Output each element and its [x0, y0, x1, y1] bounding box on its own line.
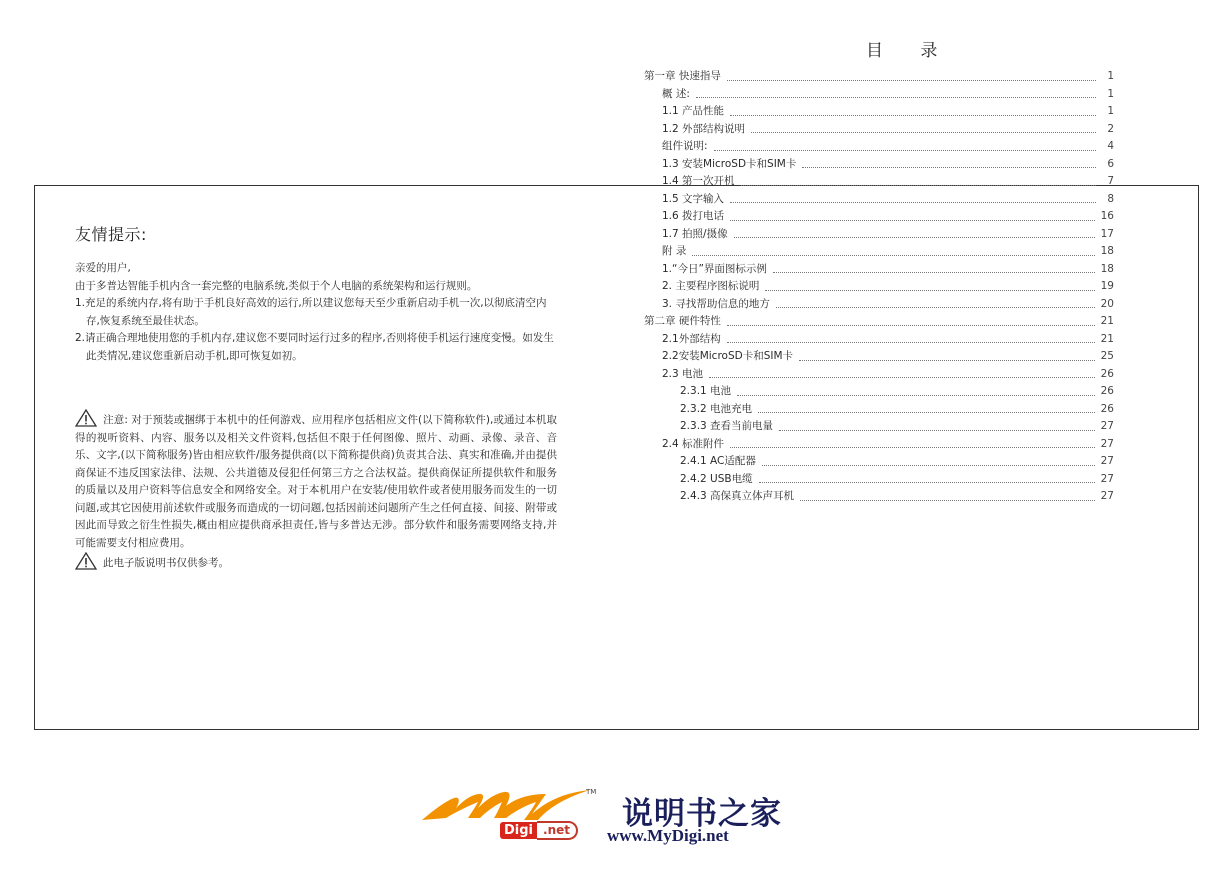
digi-label: Digi	[500, 822, 537, 839]
toc-entry-label: 2.3.3 查看当前电量	[680, 420, 774, 432]
toc-entry-label: 1.4 第一次开机	[662, 175, 735, 187]
toc-entry[interactable]	[644, 418, 1114, 436]
toc-entry-label: 附 录	[662, 245, 687, 257]
toc-entry-page: 27	[1100, 437, 1114, 450]
toc-entry-page: 16	[1100, 210, 1114, 222]
toc-entry-page: 4	[1107, 140, 1114, 152]
toc-entry-page: 26	[1100, 402, 1114, 415]
greeting: 亲爱的用户,	[75, 262, 131, 274]
toc-entry-label: 1.1 产品性能	[662, 105, 725, 117]
toc-entry[interactable]	[644, 103, 1114, 121]
legal-notice-text: 注意: 对于预装或捆绑于本机中的任何游戏、应用程序包括相应文件(以下简称软件),或通过本机取得的视听资料、内容、服务以及相关文件资料,包括但不限于任何图像、照片、动画、录像、录音、音乐、文字,(以下简称服务)皆由相应软件/服务提供商(以下简称提供商)负责其合法、真实和准确,并由提供商保证不违反国家法律、法规、公共道德及侵犯任何第三方之合法权益。提供商保证所提供软件和服务的质量以及用户资料等信息安全和网络安全。对于本机用户在安装/使用软件或者使用服务而发生的一切问题,或其它因使用前述软件或服务而造成的一切问题,包括因前述问题所产生之任何直接、间接、附带或因此而导致之衍生性损失,概由相应提供商承担责任,皆与多普达无涉。部分软件和服务需要网络支持,并可能需要支付相应费用。	[75, 414, 557, 549]
toc-leader-dots	[709, 376, 1095, 378]
toc-entry-page: 26	[1100, 385, 1114, 397]
reference-note: 此电子版说明书仅供参考。	[103, 557, 229, 569]
toc-entry-label: 2.1外部结构	[662, 332, 721, 345]
toc-entry-page: 20	[1100, 297, 1114, 310]
toc-leader-dots	[802, 166, 1096, 168]
toc-leader-dots	[800, 499, 1095, 501]
toc-entry-label: 1.2 外部结构说明	[662, 122, 746, 135]
toc-entry-label: 组件说明:	[662, 140, 708, 152]
tip-1: 1.充足的系统内存,将有助于手机良好高效的运行,所以建议您每天至少重新启动手机一次,以彻底清空内存,恢复系统至最佳状态。	[75, 297, 547, 327]
toc-entry-label: 2.2安装MicroSD卡和SIM卡	[662, 350, 794, 362]
toc-entry[interactable]	[644, 436, 1114, 454]
toc-entry-label: 1.6 拨打电话	[662, 210, 725, 222]
brand-url: www.MyDigi.net	[607, 826, 729, 845]
toc-entry-page: 25	[1100, 350, 1114, 362]
toc-entry-page: 18	[1100, 262, 1114, 275]
toc-entry[interactable]	[644, 261, 1114, 279]
toc-leader-dots	[799, 359, 1095, 361]
notice-title: 友情提示:	[75, 225, 147, 244]
toc-entry-label: 第二章 硬件特性	[644, 315, 721, 327]
toc-entry-page: 7	[1107, 175, 1114, 187]
toc-entry-page: 18	[1100, 245, 1114, 257]
reference-note-line	[75, 552, 557, 573]
intro-text: 由于多普达智能手机内含一套完整的电脑系统,类似于个人电脑的系统架构和运行规则。	[75, 279, 478, 292]
toc-entry[interactable]	[644, 331, 1114, 349]
toc-entry-page: 21	[1100, 315, 1114, 327]
legal-notice-paragraph	[75, 409, 557, 552]
toc-title: 目 录	[866, 41, 954, 61]
my-swoosh-logo	[420, 784, 600, 824]
toc-entry[interactable]	[644, 138, 1114, 156]
toc-entry-label: 2. 主要程序图标说明	[662, 280, 760, 292]
toc-entry[interactable]	[644, 296, 1114, 314]
warning-triangle-icon	[75, 409, 97, 427]
toc-entry-label: 2.4.1 AC适配器	[680, 455, 756, 467]
toc-entry-page: 26	[1100, 367, 1114, 380]
toc-leader-dots	[779, 429, 1095, 431]
toc-entry[interactable]	[644, 453, 1114, 471]
toc-entry-page: 27	[1100, 455, 1114, 467]
mydigi-logo	[420, 784, 810, 850]
toc-leader-dots	[727, 324, 1095, 326]
toc-leader-dots	[758, 411, 1095, 413]
toc-entry[interactable]	[644, 191, 1114, 209]
toc-entry[interactable]	[644, 226, 1114, 244]
toc-entry-page: 8	[1107, 192, 1114, 205]
toc-leader-dots	[762, 464, 1095, 466]
toc-entry-page: 1	[1107, 87, 1114, 100]
toc-leader-dots	[730, 446, 1095, 448]
trademark-mark: TM	[586, 788, 597, 796]
toc-leader-dots	[776, 306, 1095, 308]
warning-triangle-icon	[75, 552, 97, 570]
digi-net-badge	[500, 820, 578, 840]
toc-entry-label: 1.“今日”界面图标示例	[662, 262, 767, 275]
toc-leader-dots	[759, 481, 1095, 483]
net-label: .net	[537, 821, 578, 840]
toc-leader-dots	[727, 341, 1095, 343]
toc-leader-dots	[751, 131, 1096, 133]
toc-entry[interactable]	[644, 156, 1114, 174]
toc-entry-label: 2.3 电池	[662, 367, 704, 380]
toc-leader-dots	[730, 219, 1095, 221]
toc-entry-label: 1.7 拍照/摄像	[662, 227, 728, 240]
toc-entry[interactable]	[644, 121, 1114, 139]
toc-entry-page: 27	[1100, 472, 1114, 485]
toc-leader-dots	[692, 254, 1094, 256]
toc-entry-label: 1.5 文字输入	[662, 192, 725, 205]
toc-leader-dots	[765, 289, 1094, 291]
toc-entry-label: 2.3.2 电池充电	[680, 402, 753, 415]
toc-entry-page: 1	[1107, 105, 1114, 117]
toc-entry[interactable]	[644, 68, 1114, 86]
toc-entry-label: 第一章 快速指导	[644, 70, 721, 82]
toc-entry[interactable]	[644, 348, 1114, 366]
toc-leader-dots	[741, 184, 1096, 186]
toc-entry[interactable]	[644, 243, 1114, 261]
toc-entry-page: 27	[1100, 420, 1114, 432]
toc-entry-page: 19	[1100, 280, 1114, 292]
toc-entry-page: 21	[1100, 332, 1114, 345]
toc-leader-dots	[773, 271, 1095, 273]
toc-entry-label: 2.4.2 USB电缆	[680, 472, 753, 485]
toc-entry-label: 2.4.3 高保真立体声耳机	[680, 490, 795, 502]
toc-leader-dots	[734, 236, 1095, 238]
toc-entry[interactable]	[644, 208, 1114, 226]
toc-entry[interactable]	[644, 488, 1114, 506]
toc-leader-dots	[730, 201, 1096, 203]
toc-leader-dots	[714, 149, 1096, 151]
toc-entry-page: 2	[1107, 122, 1114, 135]
toc-leader-dots	[727, 79, 1096, 81]
toc-entry[interactable]	[644, 401, 1114, 419]
toc-leader-dots	[737, 394, 1095, 396]
toc-leader-dots	[696, 96, 1096, 98]
toc-entry[interactable]	[644, 471, 1114, 489]
toc-entry-page: 27	[1100, 490, 1114, 502]
brand-chinese-name: 说明书之家	[622, 796, 782, 832]
toc-entry[interactable]	[644, 86, 1114, 104]
toc-entry[interactable]	[644, 313, 1114, 331]
toc-entry-label: 概 述:	[662, 87, 690, 100]
notice-page	[75, 222, 557, 573]
toc-leader-dots	[730, 114, 1096, 116]
toc-entry[interactable]	[644, 278, 1114, 296]
toc-entry-label: 3. 寻找帮助信息的地方	[662, 297, 770, 310]
tip-2: 2.请正确合理地使用您的手机内存,建议您不要同时运行过多的程序,否则将使手机运行速度变慢。如发生此类情况,建议您重新启动手机,即可恢复如初。	[75, 332, 554, 362]
toc-entry-page: 6	[1107, 157, 1114, 170]
toc-entry[interactable]	[644, 173, 1114, 191]
toc-entry[interactable]	[644, 383, 1114, 401]
table-of-contents	[644, 68, 1114, 506]
toc-entry-page: 17	[1100, 227, 1114, 240]
toc-entry-label: 1.3 安装MicroSD卡和SIM卡	[662, 157, 797, 170]
toc-entry-label: 2.4 标准附件	[662, 437, 725, 450]
toc-entry-label: 2.3.1 电池	[680, 385, 732, 397]
toc-entry[interactable]	[644, 366, 1114, 384]
toc-entry-page: 1	[1107, 70, 1114, 82]
